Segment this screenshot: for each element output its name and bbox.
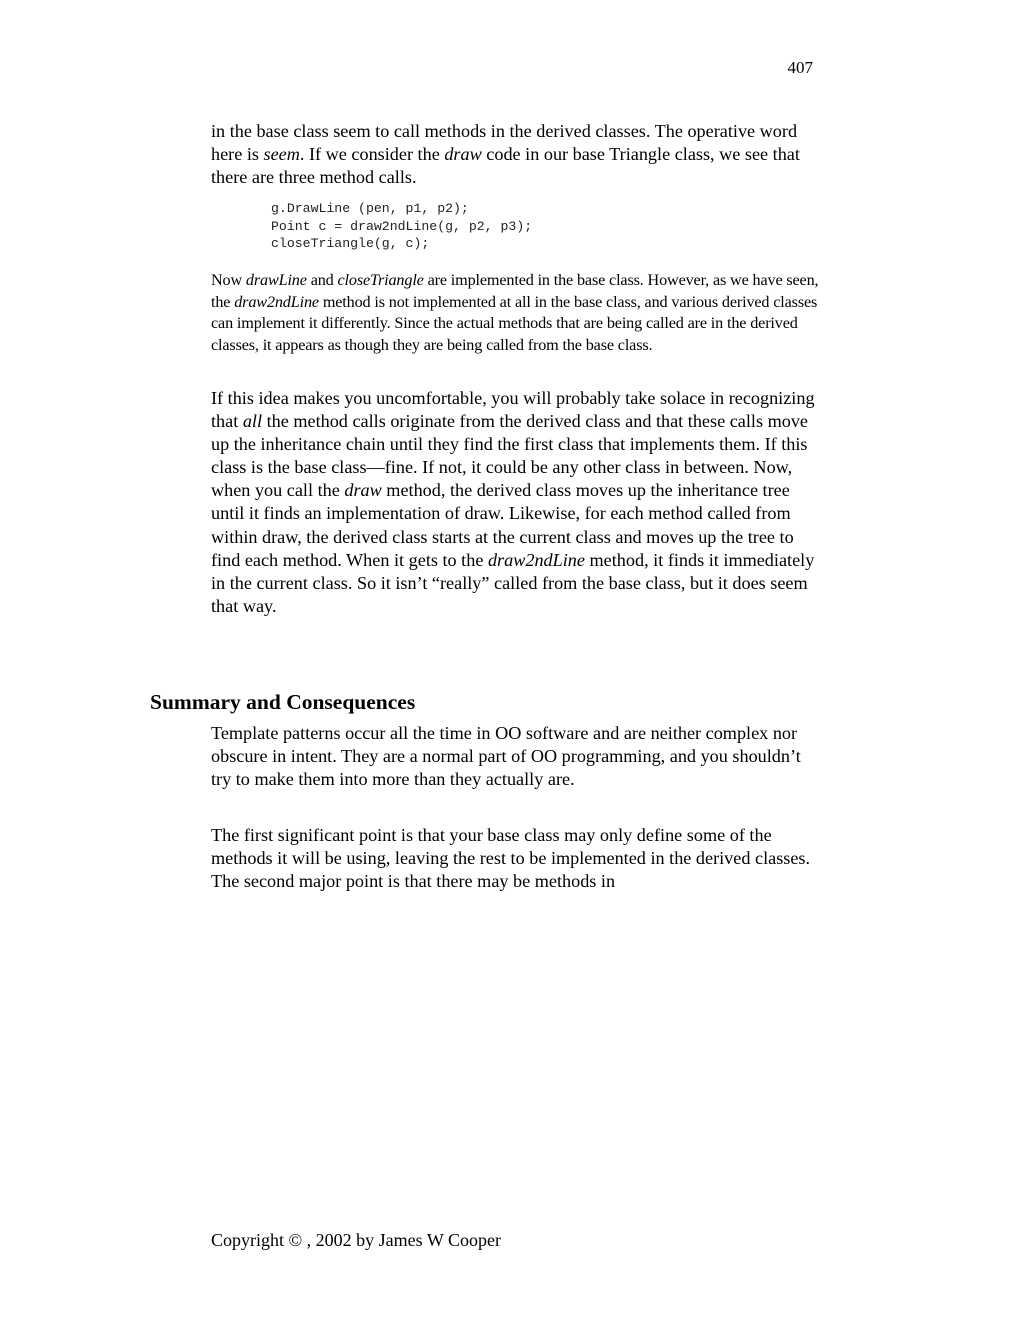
text-run: method, the derived class moves up the inheritance tree until it finds an implementation of draw. Likewise, for each method called from within draw, the derived class starts at the current class and moves up the tree to find each method. When it gets to the: [211, 480, 794, 570]
italic-term-closetriangle: closeTriangle: [337, 271, 424, 289]
code-block: [271, 200, 532, 253]
text-run: are implemented in the base class. However, as we have seen, the: [211, 271, 819, 311]
code-line: Point c = draw2ndLine(g, p2, p3);: [271, 218, 533, 234]
text-run: If this idea makes you uncomfortable, you will probably take solace in recognizing that: [211, 388, 815, 432]
text-run: method, it finds it immediately in the current class. So it isn’t “really” called from the base class, but it does seem that way.: [211, 549, 815, 616]
text-run: . If we consider the: [299, 144, 445, 165]
text-run: Now: [211, 271, 246, 289]
text-run: and: [306, 271, 338, 289]
paragraph-template-patterns: Template patterns occur all the time in OO software and are neither complex nor obscure in intent. They are a normal part of OO programming, and you shouldn’t try to make them into more than they actually are.: [211, 723, 801, 790]
paragraph-base-class-calls: [211, 120, 821, 189]
text-run: method is not implemented at all in the base class, and various derived classes can implement it differently. Since the actual methods that are being called are in the derived classes, it appears as though they are being called from the base class.: [211, 292, 818, 354]
text-run: the method calls originate from the derived class and that these calls move up the inheritance chain until they find the first class that implements them. If this class is the base class—fine. If not, it could be any other class in between. Now, when you call the: [211, 411, 808, 501]
section-heading: Summary and Consequences: [150, 690, 416, 714]
code-line: closeTriangle(g, c);: [271, 236, 430, 251]
italic-term-draw2ndline: draw2ndLine: [234, 292, 319, 311]
text-run: in the base class seem to call methods in the derived classes. The operative word here is: [211, 121, 798, 165]
paragraph-inheritance-chain: [211, 387, 821, 618]
italic-term-all: all: [242, 411, 263, 432]
italic-term-seem: seem: [263, 144, 300, 165]
paragraph-significant-points: The first significant point is that your base class may only define some of the methods it will be using, leaving the rest to be implemented in the derived classes. The second major point is that there may be methods in: [211, 825, 811, 892]
italic-term-draw: draw: [344, 480, 382, 501]
italic-term-draw: draw: [444, 144, 482, 165]
code-line: g.DrawLine (pen, p1, p2);: [271, 201, 469, 216]
italic-term-drawline: drawLine: [245, 271, 307, 289]
paragraph-implemented-methods: [211, 270, 821, 356]
copyright-footer: Copyright © , 2002 by James W Cooper: [211, 1230, 501, 1250]
page-number: 407: [787, 58, 813, 77]
text-run: code in our base Triangle class, we see that there are three method calls.: [211, 144, 800, 188]
italic-term-draw2ndline: draw2ndLine: [487, 549, 585, 570]
